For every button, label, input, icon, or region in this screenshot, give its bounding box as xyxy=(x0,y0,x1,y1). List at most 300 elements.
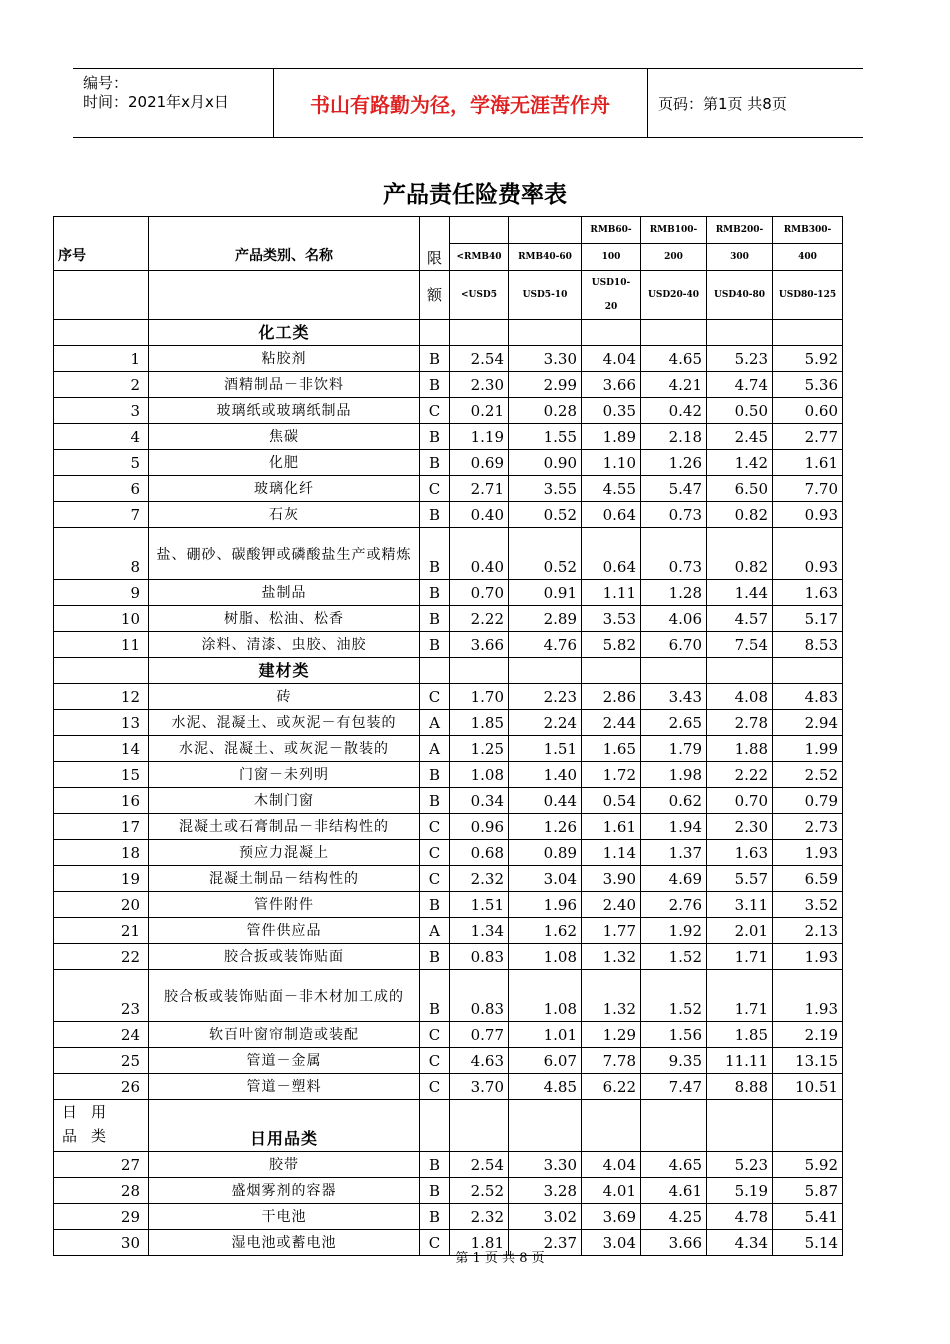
time-label: 时间：2021年x月x日 xyxy=(83,93,229,111)
row-rate: 1.85 xyxy=(707,1022,773,1048)
row-seq: 18 xyxy=(54,840,149,866)
row-rate: 1.32 xyxy=(582,970,641,1022)
header-seq-blank xyxy=(54,271,149,320)
row-rate: 0.73 xyxy=(641,528,707,580)
row-rate: 3.30 xyxy=(509,1152,582,1178)
category-seq-label: 日用品类 xyxy=(54,1100,149,1152)
row-seq: 6 xyxy=(54,476,149,502)
row-product-name: 水泥、混凝土、或灰泥－有包装的 xyxy=(149,710,420,736)
header-page-cell xyxy=(648,69,863,137)
row-rate: 2.32 xyxy=(450,866,509,892)
table-row xyxy=(54,1022,843,1048)
row-rate: 0.64 xyxy=(582,528,641,580)
table-row xyxy=(54,1152,843,1178)
row-rate: 5.57 xyxy=(707,866,773,892)
row-rate: 8.88 xyxy=(707,1074,773,1100)
row-rate: 11.11 xyxy=(707,1048,773,1074)
row-seq: 21 xyxy=(54,918,149,944)
row-rate: 4.85 xyxy=(509,1074,582,1100)
row-rate: 4.04 xyxy=(582,1152,641,1178)
row-rate: 1.93 xyxy=(773,970,843,1022)
row-product-name: 胶带 xyxy=(149,1152,420,1178)
table-row xyxy=(54,580,843,606)
row-limit: B xyxy=(420,970,450,1022)
row-rate: 4.63 xyxy=(450,1048,509,1074)
row-rate: 5.47 xyxy=(641,476,707,502)
row-product-name: 门窗－未列明 xyxy=(149,762,420,788)
row-limit: C xyxy=(420,840,450,866)
table-row xyxy=(54,450,843,476)
row-product-name: 树脂、松油、松香 xyxy=(149,606,420,632)
row-limit: B xyxy=(420,632,450,658)
motto-text: 书山有路勤为径，学海无涯苦作舟 xyxy=(310,92,610,117)
row-rate: 3.66 xyxy=(641,1230,707,1256)
row-rate: 3.55 xyxy=(509,476,582,502)
row-rate: 7.54 xyxy=(707,632,773,658)
row-limit: C xyxy=(420,684,450,710)
empty-cell xyxy=(641,658,707,684)
row-rate: 2.52 xyxy=(450,1178,509,1204)
empty-cell xyxy=(420,1100,450,1152)
row-rate: 0.77 xyxy=(450,1022,509,1048)
header-range-mid: <RMB40 xyxy=(450,244,509,271)
table-row xyxy=(54,502,843,528)
header-range-mid: 300 xyxy=(707,244,773,271)
row-rate: 2.30 xyxy=(450,372,509,398)
table-row xyxy=(54,1204,843,1230)
header-range-usd: USD10-20 xyxy=(582,271,641,320)
row-rate: 1.94 xyxy=(641,814,707,840)
page-title: 产品责任险费率表 xyxy=(383,182,567,208)
header-range-top: RMB200- xyxy=(707,217,773,244)
row-rate: 13.15 xyxy=(773,1048,843,1074)
row-rate: 9.35 xyxy=(641,1048,707,1074)
row-rate: 5.23 xyxy=(707,1152,773,1178)
row-rate: 2.65 xyxy=(641,710,707,736)
row-rate: 4.76 xyxy=(509,632,582,658)
row-limit: B xyxy=(420,606,450,632)
row-rate: 0.64 xyxy=(582,502,641,528)
empty-cell xyxy=(509,1100,582,1152)
row-rate: 6.22 xyxy=(582,1074,641,1100)
row-rate: 4.55 xyxy=(582,476,641,502)
row-limit: A xyxy=(420,736,450,762)
row-rate: 3.04 xyxy=(582,1230,641,1256)
row-rate: 6.70 xyxy=(641,632,707,658)
row-rate: 1.37 xyxy=(641,840,707,866)
row-rate: 1.08 xyxy=(509,944,582,970)
row-seq: 24 xyxy=(54,1022,149,1048)
row-limit: B xyxy=(420,788,450,814)
row-rate: 1.61 xyxy=(773,450,843,476)
row-rate: 1.14 xyxy=(582,840,641,866)
row-limit: B xyxy=(420,424,450,450)
empty-cell xyxy=(450,1100,509,1152)
row-limit: C xyxy=(420,1022,450,1048)
row-seq: 1 xyxy=(54,346,149,372)
row-rate: 0.83 xyxy=(450,944,509,970)
header-range-top xyxy=(450,217,509,244)
row-rate: 1.42 xyxy=(707,450,773,476)
header-range-mid: RMB40-60 xyxy=(509,244,582,271)
row-product-name: 砖 xyxy=(149,684,420,710)
row-rate: 1.63 xyxy=(707,840,773,866)
category-name: 建材类 xyxy=(149,658,420,684)
row-product-name: 盐、硼砂、碳酸钾或磷酸盐生产或精炼 xyxy=(149,528,420,580)
row-limit: B xyxy=(420,528,450,580)
row-rate: 2.94 xyxy=(773,710,843,736)
header-range-usd: USD20-40 xyxy=(641,271,707,320)
row-rate: 4.61 xyxy=(641,1178,707,1204)
row-limit: B xyxy=(420,892,450,918)
header-range-top: RMB300- xyxy=(773,217,843,244)
row-rate: 1.71 xyxy=(707,970,773,1022)
row-rate: 2.78 xyxy=(707,710,773,736)
row-product-name: 管件供应品 xyxy=(149,918,420,944)
row-rate: 0.21 xyxy=(450,398,509,424)
row-rate: 2.76 xyxy=(641,892,707,918)
row-rate: 2.32 xyxy=(450,1204,509,1230)
row-rate: 1.32 xyxy=(582,944,641,970)
row-limit: B xyxy=(420,1178,450,1204)
table-row xyxy=(54,814,843,840)
empty-cell xyxy=(450,658,509,684)
row-rate: 3.69 xyxy=(582,1204,641,1230)
empty-cell xyxy=(420,658,450,684)
table-row xyxy=(54,398,843,424)
row-limit: C xyxy=(420,398,450,424)
row-rate: 5.36 xyxy=(773,372,843,398)
row-rate: 0.82 xyxy=(707,528,773,580)
row-rate: 2.89 xyxy=(509,606,582,632)
row-rate: 5.19 xyxy=(707,1178,773,1204)
row-product-name: 玻璃纸或玻璃纸制品 xyxy=(149,398,420,424)
row-rate: 1.65 xyxy=(582,736,641,762)
empty-cell xyxy=(641,320,707,346)
row-rate: 4.65 xyxy=(641,346,707,372)
row-rate: 4.57 xyxy=(707,606,773,632)
row-rate: 8.53 xyxy=(773,632,843,658)
row-seq: 7 xyxy=(54,502,149,528)
row-seq: 10 xyxy=(54,606,149,632)
row-rate: 5.41 xyxy=(773,1204,843,1230)
row-limit: C xyxy=(420,866,450,892)
empty-cell xyxy=(707,320,773,346)
row-product-name: 管道－塑料 xyxy=(149,1074,420,1100)
row-product-name: 混凝土或石膏制品－非结构性的 xyxy=(149,814,420,840)
row-rate: 10.51 xyxy=(773,1074,843,1100)
row-limit: B xyxy=(420,1204,450,1230)
empty-cell xyxy=(707,658,773,684)
row-rate: 1.10 xyxy=(582,450,641,476)
header-meta-cell xyxy=(73,69,274,137)
row-rate: 1.85 xyxy=(450,710,509,736)
row-rate: 2.23 xyxy=(509,684,582,710)
document-header xyxy=(73,68,863,138)
header-limit-1: 限 xyxy=(420,217,450,271)
table-row xyxy=(54,684,843,710)
row-product-name: 盐制品 xyxy=(149,580,420,606)
row-rate: 1.61 xyxy=(582,814,641,840)
table-row xyxy=(54,632,843,658)
row-rate: 4.69 xyxy=(641,866,707,892)
page-info: 页码：第1页 共8页 xyxy=(658,94,787,113)
empty-cell xyxy=(450,320,509,346)
row-product-name: 木制门窗 xyxy=(149,788,420,814)
row-rate: 1.28 xyxy=(641,580,707,606)
row-rate: 2.52 xyxy=(773,762,843,788)
table-header-row xyxy=(54,271,843,320)
row-rate: 4.21 xyxy=(641,372,707,398)
row-rate: 2.54 xyxy=(450,346,509,372)
row-rate: 0.28 xyxy=(509,398,582,424)
row-seq: 22 xyxy=(54,944,149,970)
row-rate: 0.93 xyxy=(773,502,843,528)
row-seq: 14 xyxy=(54,736,149,762)
table-row xyxy=(54,476,843,502)
category-name: 日用品类 xyxy=(149,1100,420,1152)
row-rate: 1.01 xyxy=(509,1022,582,1048)
row-product-name: 焦碳 xyxy=(149,424,420,450)
row-rate: 0.52 xyxy=(509,528,582,580)
row-rate: 4.34 xyxy=(707,1230,773,1256)
table-row xyxy=(54,606,843,632)
row-product-name: 胶合板或装饰贴面－非木材加工成的 xyxy=(149,970,420,1022)
row-seq: 13 xyxy=(54,710,149,736)
row-rate: 0.42 xyxy=(641,398,707,424)
row-seq: 19 xyxy=(54,866,149,892)
row-seq: 29 xyxy=(54,1204,149,1230)
row-rate: 1.93 xyxy=(773,840,843,866)
row-rate: 2.71 xyxy=(450,476,509,502)
table-row xyxy=(54,788,843,814)
row-rate: 4.04 xyxy=(582,346,641,372)
row-seq: 2 xyxy=(54,372,149,398)
row-rate: 2.13 xyxy=(773,918,843,944)
table-row xyxy=(54,762,843,788)
row-product-name: 粘胶剂 xyxy=(149,346,420,372)
row-rate: 0.50 xyxy=(707,398,773,424)
row-rate: 4.25 xyxy=(641,1204,707,1230)
row-product-name: 涂料、清漆、虫胶、油胶 xyxy=(149,632,420,658)
table-row xyxy=(54,866,843,892)
row-rate: 0.44 xyxy=(509,788,582,814)
empty-cell xyxy=(641,1100,707,1152)
row-seq: 30 xyxy=(54,1230,149,1256)
row-rate: 1.81 xyxy=(450,1230,509,1256)
table-row xyxy=(54,1048,843,1074)
row-rate: 1.89 xyxy=(582,424,641,450)
row-rate: 1.51 xyxy=(509,736,582,762)
empty-cell xyxy=(773,320,843,346)
row-product-name: 管件附件 xyxy=(149,892,420,918)
row-rate: 0.69 xyxy=(450,450,509,476)
empty-cell xyxy=(509,320,582,346)
row-limit: B xyxy=(420,944,450,970)
header-range-mid: 400 xyxy=(773,244,843,271)
row-rate: 0.54 xyxy=(582,788,641,814)
row-rate: 7.78 xyxy=(582,1048,641,1074)
table-row xyxy=(54,918,843,944)
row-seq: 9 xyxy=(54,580,149,606)
row-product-name: 混凝土制品－结构性的 xyxy=(149,866,420,892)
row-rate: 2.01 xyxy=(707,918,773,944)
row-limit: C xyxy=(420,1048,450,1074)
row-seq: 26 xyxy=(54,1074,149,1100)
row-rate: 5.87 xyxy=(773,1178,843,1204)
category-seq-label xyxy=(54,658,149,684)
row-rate: 1.77 xyxy=(582,918,641,944)
row-rate: 5.92 xyxy=(773,346,843,372)
row-seq: 3 xyxy=(54,398,149,424)
row-rate: 1.55 xyxy=(509,424,582,450)
category-name: 化工类 xyxy=(149,320,420,346)
empty-cell xyxy=(420,320,450,346)
row-rate: 2.73 xyxy=(773,814,843,840)
category-seq-label xyxy=(54,320,149,346)
row-limit: B xyxy=(420,1152,450,1178)
header-range-usd: USD40-80 xyxy=(707,271,773,320)
row-limit: B xyxy=(420,346,450,372)
row-seq: 8 xyxy=(54,528,149,580)
row-limit: C xyxy=(420,1230,450,1256)
table-row xyxy=(54,892,843,918)
table-header-row xyxy=(54,217,843,244)
table-row xyxy=(54,710,843,736)
row-rate: 2.40 xyxy=(582,892,641,918)
row-rate: 0.90 xyxy=(509,450,582,476)
row-product-name: 管道－金属 xyxy=(149,1048,420,1074)
row-rate: 1.51 xyxy=(450,892,509,918)
row-rate: 4.08 xyxy=(707,684,773,710)
row-rate: 3.43 xyxy=(641,684,707,710)
row-seq: 17 xyxy=(54,814,149,840)
row-rate: 4.74 xyxy=(707,372,773,398)
header-name: 产品类别、名称 xyxy=(149,217,420,271)
table-row xyxy=(54,424,843,450)
row-rate: 1.19 xyxy=(450,424,509,450)
row-rate: 0.70 xyxy=(450,580,509,606)
row-rate: 0.91 xyxy=(509,580,582,606)
row-limit: B xyxy=(420,450,450,476)
row-rate: 4.65 xyxy=(641,1152,707,1178)
category-row xyxy=(54,658,843,684)
row-rate: 1.93 xyxy=(773,944,843,970)
row-rate: 1.52 xyxy=(641,944,707,970)
row-rate: 1.88 xyxy=(707,736,773,762)
row-rate: 1.08 xyxy=(450,762,509,788)
row-limit: A xyxy=(420,918,450,944)
row-rate: 2.18 xyxy=(641,424,707,450)
row-rate: 4.78 xyxy=(707,1204,773,1230)
row-rate: 1.62 xyxy=(509,918,582,944)
row-rate: 2.22 xyxy=(450,606,509,632)
row-rate: 6.50 xyxy=(707,476,773,502)
table-row xyxy=(54,1178,843,1204)
row-rate: 2.45 xyxy=(707,424,773,450)
row-product-name: 盛烟雾剂的容器 xyxy=(149,1178,420,1204)
row-rate: 1.52 xyxy=(641,970,707,1022)
header-range-top: RMB100- xyxy=(641,217,707,244)
row-rate: 4.83 xyxy=(773,684,843,710)
row-rate: 5.82 xyxy=(582,632,641,658)
header-range-usd: USD80-125 xyxy=(773,271,843,320)
row-rate: 2.44 xyxy=(582,710,641,736)
row-rate: 2.37 xyxy=(509,1230,582,1256)
row-rate: 0.89 xyxy=(509,840,582,866)
row-rate: 3.53 xyxy=(582,606,641,632)
number-label: 编号： xyxy=(83,74,129,92)
row-rate: 0.93 xyxy=(773,528,843,580)
row-product-name: 胶合扳或装饰贴面 xyxy=(149,944,420,970)
row-rate: 0.52 xyxy=(509,502,582,528)
row-rate: 0.40 xyxy=(450,502,509,528)
row-rate: 2.54 xyxy=(450,1152,509,1178)
row-rate: 3.90 xyxy=(582,866,641,892)
row-rate: 1.26 xyxy=(509,814,582,840)
row-rate: 0.83 xyxy=(450,970,509,1022)
row-product-name: 预应力混凝上 xyxy=(149,840,420,866)
row-rate: 2.24 xyxy=(509,710,582,736)
row-rate: 6.59 xyxy=(773,866,843,892)
row-rate: 1.11 xyxy=(582,580,641,606)
row-rate: 0.73 xyxy=(641,502,707,528)
row-rate: 1.70 xyxy=(450,684,509,710)
row-rate: 5.14 xyxy=(773,1230,843,1256)
row-rate: 1.56 xyxy=(641,1022,707,1048)
row-rate: 2.22 xyxy=(707,762,773,788)
row-limit: C xyxy=(420,1074,450,1100)
row-seq: 20 xyxy=(54,892,149,918)
row-rate: 3.11 xyxy=(707,892,773,918)
row-rate: 0.60 xyxy=(773,398,843,424)
row-rate: 3.04 xyxy=(509,866,582,892)
row-rate: 0.68 xyxy=(450,840,509,866)
row-seq: 4 xyxy=(54,424,149,450)
empty-cell xyxy=(509,658,582,684)
empty-cell xyxy=(582,1100,641,1152)
table-row xyxy=(54,840,843,866)
row-product-name: 石灰 xyxy=(149,502,420,528)
header-limit-2: 额 xyxy=(420,271,450,320)
row-rate: 1.44 xyxy=(707,580,773,606)
row-limit: B xyxy=(420,502,450,528)
table-row xyxy=(54,970,843,1022)
row-limit: B xyxy=(420,580,450,606)
row-product-name: 玻璃化纤 xyxy=(149,476,420,502)
row-rate: 3.70 xyxy=(450,1074,509,1100)
empty-cell xyxy=(707,1100,773,1152)
row-rate: 2.19 xyxy=(773,1022,843,1048)
row-rate: 1.99 xyxy=(773,736,843,762)
row-rate: 4.01 xyxy=(582,1178,641,1204)
row-product-name: 化肥 xyxy=(149,450,420,476)
empty-cell xyxy=(582,320,641,346)
row-rate: 1.08 xyxy=(509,970,582,1022)
row-rate: 1.40 xyxy=(509,762,582,788)
row-seq: 5 xyxy=(54,450,149,476)
row-limit: C xyxy=(420,814,450,840)
row-product-name: 水泥、混凝土、或灰泥－散装的 xyxy=(149,736,420,762)
row-rate: 2.77 xyxy=(773,424,843,450)
row-seq: 25 xyxy=(54,1048,149,1074)
row-limit: A xyxy=(420,710,450,736)
row-product-name: 湿电池或蓄电池 xyxy=(149,1230,420,1256)
row-rate: 1.72 xyxy=(582,762,641,788)
row-seq: 23 xyxy=(54,970,149,1022)
header-motto-cell xyxy=(273,69,648,137)
row-rate: 1.79 xyxy=(641,736,707,762)
